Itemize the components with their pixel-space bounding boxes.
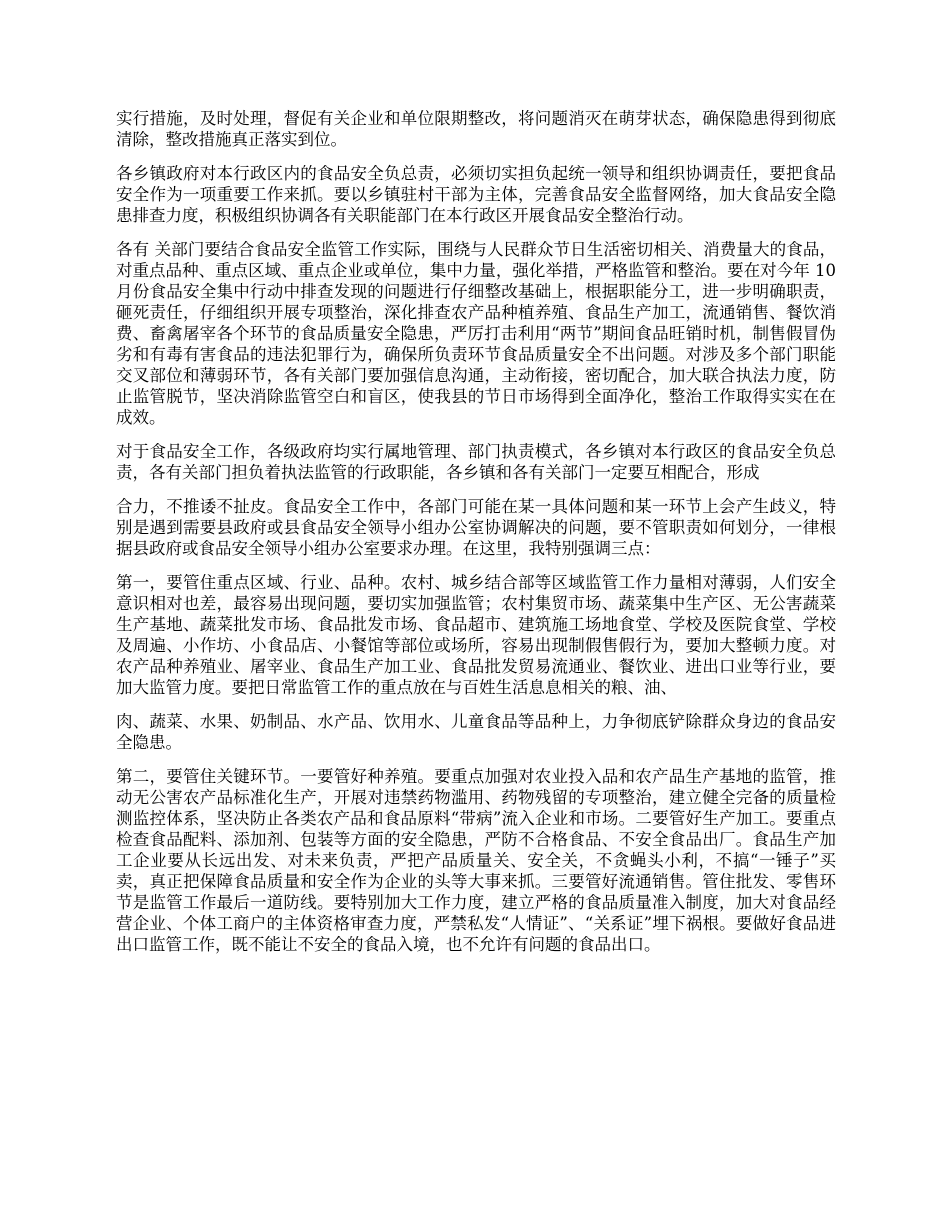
paragraph-5: 合力，不推诿不扯皮。食品安全工作中，各部门可能在某一具体问题和某一环节上会产生歧义，特别是遇到需要县政府或县食品安全领导小组办公室协调解决的问题，要不管职责如何划分，一律根据县政府或食品安全领导小组办公室要求办理。在这里，我特别强调三点： xyxy=(116,497,836,558)
paragraph-8: 第二，要管住关键环节。一要管好种养殖。要重点加强对农业投入品和农产品生产基地的监管，推动无公害农产品标准化生产，开展对违禁药物滥用、药物残留的专项整治，建立健全完备的质量检测监控体系，坚决防止各类农产品和食品原料“带病”流入企业和市场。二要管好生产加工。要重点检查食品配料、添加剂、包装等方面的安全隐患，严防不合格食品、不安全食品出厂。食品生产加工企业要从长远出发、对未来负责，严把产品质量关、安全关，不贪蝇头小利，不搞“一锤子”买卖，真正把保障食品质量和安全作为企业的头等大事来抓。三要管好流通销售。管住批发、零售环节是监管工作最后一道防线。要特别加大工作力度，建立严格的食品质量准入制度，加大对食品经营企业、个体工商户的主体资格审查力度，严禁私发“人情证”、“关系证”埋下祸根。要做好食品进出口监管工作，既不能让不安全的食品入境，也不允许有问题的食品出口。 xyxy=(116,767,836,954)
paragraph-2: 各乡镇政府对本行政区内的食品安全负总责，必须切实担负起统一领导和组织协调责任，要把食品安全作为一项重要工作来抓。要以乡镇驻村干部为主体，完善食品安全监督网络，加大食品安全隐患排查力度，积极组织协调各有关职能部门在本行政区开展食品安全整治行动。 xyxy=(116,164,836,225)
paragraph-6: 第一，要管住重点区域、行业、品种。农村、城乡结合部等区域监管工作力量相对薄弱，人们安全意识相对也差，最容易出现问题，要切实加强监管；农村集贸市场、蔬菜集中生产区、无公害蔬菜生产基地、蔬菜批发市场、食品批发市场、食品超市、建筑施工场地食堂、学校及医院食堂、学校及周遍、小作坊、小食品店、小餐馆等部位或场所，容易出现制假售假行为，要加大整顿力度。对农产品种养殖业、屠宰业、食品生产加工业、食品批发贸易流通业、餐饮业、进出口业等行业，要加大监管力度。要把日常监管工作的重点放在与百姓生活息息相关的粮、油、 xyxy=(116,573,836,697)
paragraph-3: 各有 关部门要结合食品安全监管工作实际，围绕与人民群众节日生活密切相关、消费量大的食品，对重点品种、重点区域、重点企业或单位，集中力量，强化举措，严格监管和整治。要在对今年 10 月份食品安全集中行动中排查发现的问题进行仔细整改基础上，根据职能分工，进一步明确职责，砸死责任，仔细组织开展专项整治，深化排查农产品种植养殖、食品生产加工，流通销售、餐饮消费、畜禽屠宰各个环节的食品质量安全隐患，严厉打击利用“两节”期间食品旺销时机，制售假冒伪劣和有毒有害食品的违法犯罪行为，确保所负责环节食品质量安全不出问题。对涉及多个部门职能交叉部位和薄弱环节，各有关部门要加强信息沟通，主动衔接，密切配合，加大联合执法力度，防止监管脱节，坚决消除监管空白和盲区，使我县的节日市场得到全面净化，整治工作取得实实在在成效。 xyxy=(116,240,836,427)
paragraph-4: 对于食品安全工作，各级政府均实行属地管理、部门执责模式，各乡镇对本行政区的食品安全负总责，各有关部门担负着执法监管的行政职能，各乡镇和各有关部门一定要互相配合，形成 xyxy=(116,442,836,482)
paragraph-7: 肉、蔬菜、水果、奶制品、水产品、饮用水、儿童食品等品种上，力争彻底铲除群众身边的食品安全隐患。 xyxy=(116,712,836,752)
paragraph-1: 实行措施，及时处理，督促有关企业和单位限期整改，将问题消灭在萌芽状态，确保隐患得到彻底清除，整改措施真正落实到位。 xyxy=(116,109,836,149)
